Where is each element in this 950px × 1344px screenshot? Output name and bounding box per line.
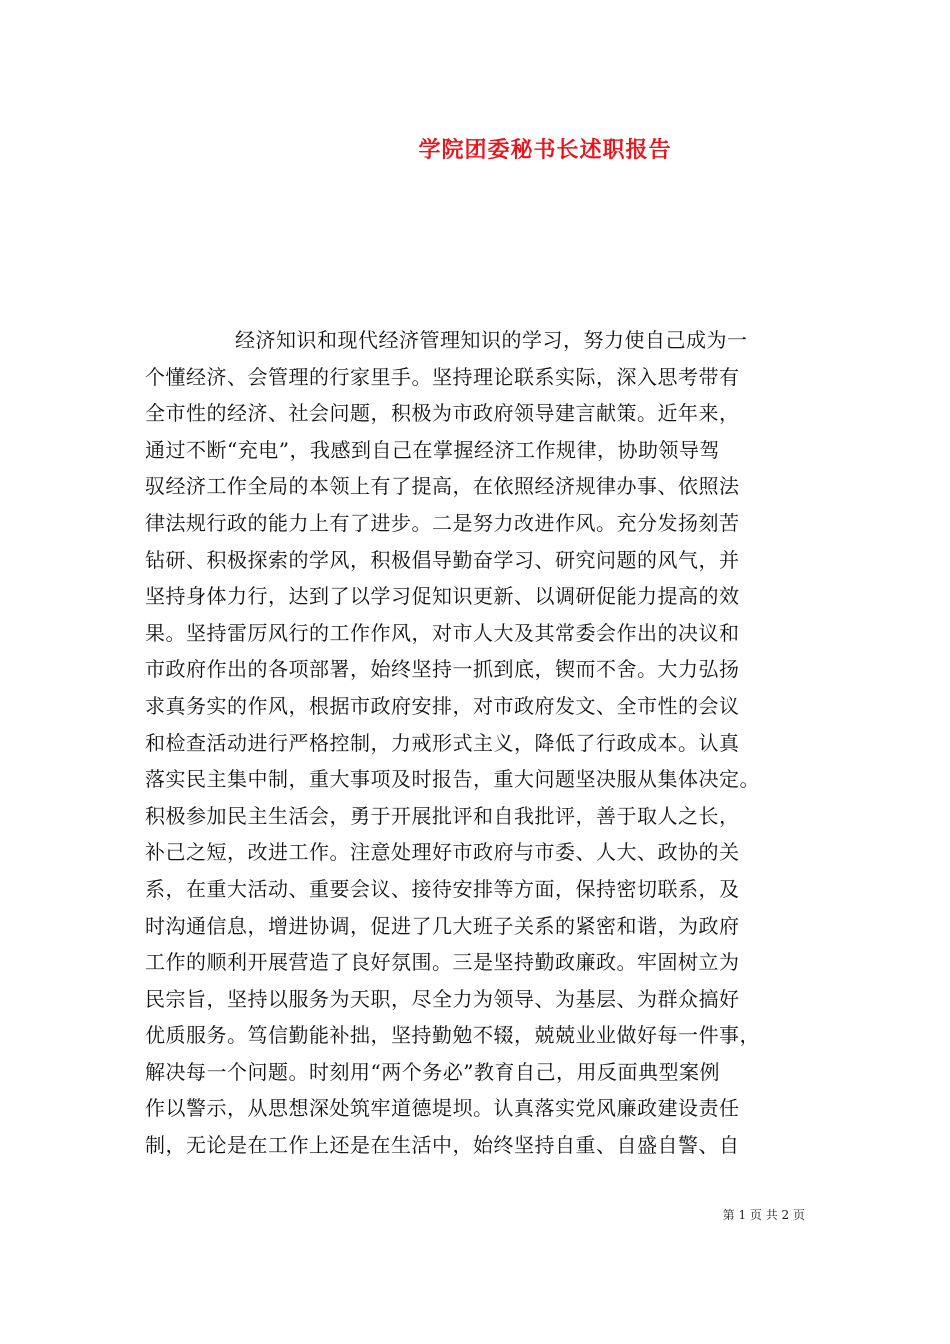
body-line: 落实民主集中制，重大事项及时报告，重大问题坚决服从集体决定。 <box>145 767 760 792</box>
body-line: 驭经济工作全局的本领上有了提高，在依照经济规律办事、依照法 <box>145 474 740 499</box>
body-line: 求真务实的作风，根据市政府安排，对市政府发文、全市性的会议 <box>145 693 740 718</box>
body-line: 工作的顺利开展营造了良好氛围。三是坚持勤政廉政。牢固树立为 <box>145 950 740 975</box>
body-line: 坚持身体力行，达到了以学习促知识更新、以调研促能力提高的效 <box>145 584 740 609</box>
body-line: 果。坚持雷厉风行的工作作风，对市人大及其常委会作出的决议和 <box>145 620 740 645</box>
body-line: 民宗旨，坚持以服务为天职，尽全力为领导、为基层、为群众搞好 <box>145 986 740 1011</box>
body-line: 系，在重大活动、重要会议、接待安排等方面，保持密切联系，及 <box>145 876 740 901</box>
body-line: 经济知识和现代经济管理知识的学习，努力使自己成为一 <box>235 328 748 352</box>
body-line: 个懂经济、会管理的行家里手。坚持理论联系实际，深入思考带有 <box>145 364 740 389</box>
body-line: 优质服务。笃信勤能补拙，坚持勤勉不辍，兢兢业业做好每一件事， <box>145 1023 760 1048</box>
document-title: 学院团委秘书长述职报告 <box>418 137 672 163</box>
page-number-footer: 第 1 页 共 2 页 <box>722 1208 805 1222</box>
body-line: 通过不断“充电”，我感到自己在掌握经济工作规律，协助领导驾 <box>145 437 720 462</box>
body-line: 和检查活动进行严格控制，力戒形式主义，降低了行政成本。认真 <box>145 730 740 755</box>
body-line: 市政府作出的各项部署，始终坚持一抓到底，锲而不舍。大力弘扬 <box>145 657 740 682</box>
body-line: 制，无论是在工作上还是在生活中，始终坚持自重、自盛自警、自 <box>145 1133 740 1158</box>
document-body <box>145 322 817 1164</box>
body-line: 作以警示，从思想深处筑牢道德堤坝。认真落实党风廉政建设责任 <box>145 1096 740 1121</box>
body-line: 时沟通信息，增进协调，促进了几大班子关系的紧密和谐，为政府 <box>145 913 740 938</box>
body-line: 全市性的经济、社会问题，积极为市政府领导建言献策。近年来， <box>145 401 740 426</box>
body-line: 钻研、积极探索的学风，积极倡导勤奋学习、研究问题的风气，并 <box>145 547 740 572</box>
body-line: 解决每一个问题。时刻用“两个务必”教育自己，用反面典型案例 <box>145 1059 720 1084</box>
body-line: 律法规行政的能力上有了进步。二是努力改进作风。充分发扬刻苦 <box>145 510 740 535</box>
body-line: 积极参加民主生活会，勇于开展批评和自我批评，善于取人之长， <box>145 803 740 828</box>
body-line: 补己之短，改进工作。注意处理好市政府与市委、人大、政协的关 <box>145 840 740 865</box>
